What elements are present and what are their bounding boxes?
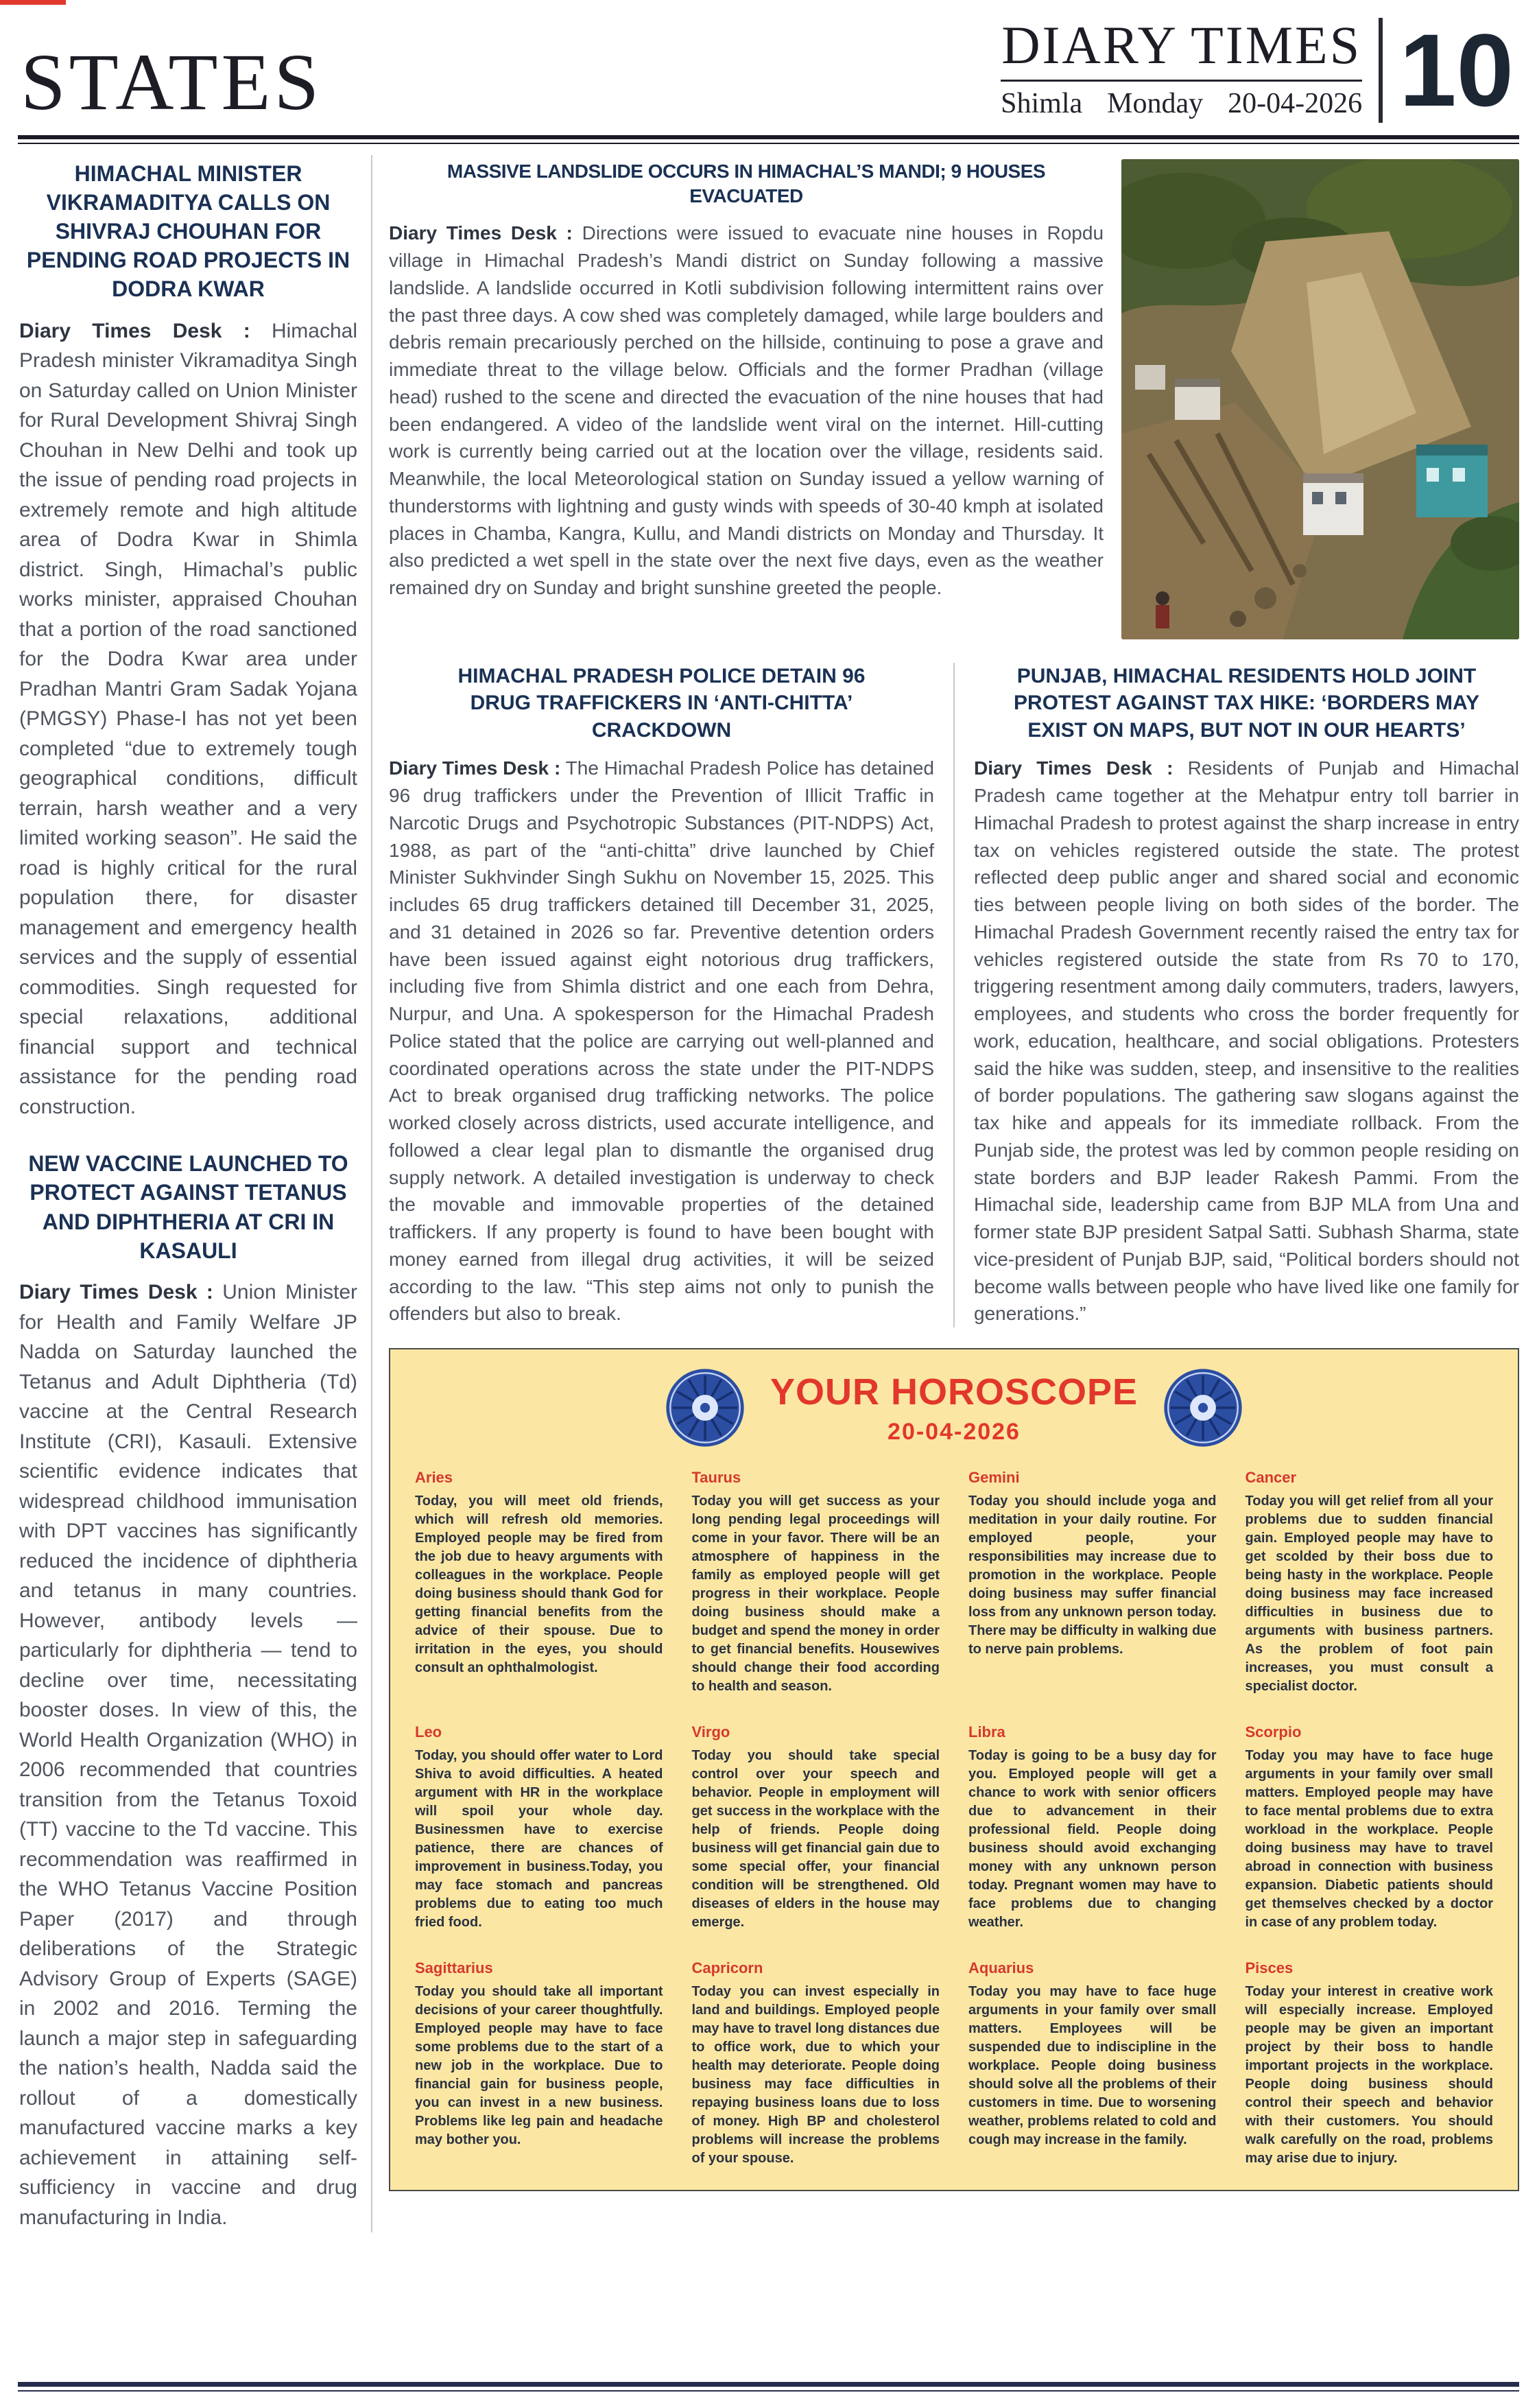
horoscope-grid <box>415 1469 1493 2168</box>
horoscope-titles <box>770 1371 1138 1445</box>
horoscope-text: Today you can invest especially in land and buildings. Employed people may have to travel long distances due to office work, due to which your health may deteriorate. People doing business may face difficulties in repaying business loans due to loss of money. High BP and cholesterol problems will increase the problems of your spouse. <box>691 1984 940 2167</box>
byline: Diary Times Desk : <box>19 1281 213 1304</box>
left-column <box>18 155 371 2233</box>
zodiac-sign-name: Libra <box>968 1723 1005 1741</box>
horoscope-entry <box>415 1959 663 2168</box>
article-paragraph <box>19 316 357 1122</box>
zodiac-wheel-icon <box>1163 1367 1243 1448</box>
zodiac-sign-name: Scorpio <box>1245 1723 1302 1741</box>
horoscope-text: Today you should include yoga and meditation in your daily routine. For employed people, your responsibilities may increase due to promotion in the workplace. People doing business may suffer financial loss from any unknown person today. There may be difficulty in walking due to nerve pain problems. <box>968 1494 1217 1657</box>
horoscope-text: Today, you should offer water to Lord Shiva to avoid difficulties. A heated argument with HR in the workplace will spoil your whole day. Businessmen have to exercise patience, there are chances of improvement in business.Today, you may face stomach and pancreas problems due to eating too much fried food. <box>415 1748 663 1931</box>
landslide-photo <box>1121 159 1519 639</box>
article-landslide <box>389 159 1519 639</box>
page-footer-rule <box>18 2382 1519 2392</box>
horoscope-text: Today you should take all important decisions of your career thoughtfully. Employed people may have to face some problems due to the start of a new job in the workplace. Due to financial gain for business people, you can invest in a new business. Problems like leg pain and headache may bother you. <box>415 1984 663 2148</box>
byline: Diary Times Desk : <box>389 222 573 244</box>
header-rule-thick <box>18 135 1519 139</box>
lower-articles <box>389 663 1519 1328</box>
section-title: STATES <box>21 36 323 127</box>
horoscope-entry <box>1246 1959 1494 2168</box>
dateline-day: Monday <box>1107 87 1204 119</box>
horoscope-text: Today you may have to face huge arguments in your family over small matters. Employed people may have to face mental problems due to extra workload in the workplace. People doing business may have to travel abroad in connection with business expansion. Diabetic patients should get themselves checked by a doctor in case of any problem today. <box>1245 1748 1493 1931</box>
article-body: The Himachal Pradesh Police has detained 96 drug traffickers under the Prevention of Illicit Traffic in Narcotic Drugs and Psychotropic Substances (PIT-NDPS) Act, 1988, as part of the “anti-chitta” drive launched by Chief Minister Sukhvinder Singh Sukhu on November 15, 2025. This includes 65 drug traffickers detained till December 31, 2025, and 31 detained in 2026 so far. Preventive detention orders have been issued against eight notorious drug traffickers, including five from Shimla district and one each from Dehra, Nurpur, and Una. A spokesperson for the Himachal Pradesh Police stated that the police are carrying out well-planned and coordinated operations across the state under the PIT-NDPS Act to break organised drug trafficking networks. The police worked closely across districts, used accurate intelligence, and followed a clear legal plan to dismantle the organised drug supply network. A detailed investigation is underway to check the movable and immovable properties of the detained traffickers. If any property is found to have been bought with money earned from illegal drug activities, it will be seized according to the law. “This step aims not only to punish the offenders but also to break. <box>389 757 935 1325</box>
article-body: Union Minister for Health and Family Welfare JP Nadda on Saturday launched the Tetanus and Adult Diphtheria (Td) vaccine at the Central Research Institute (CRI), Kasauli. Extensive scientific evidence indicates that widespread childhood immunisation with DPT vaccines has significantly reduced the incidence of diphtheria and tetanus in many countries. However, antibody levels — particularly for diphtheria — tend to decline over time, necessitating booster doses. In view of this, the World Health Organization (WHO) in 2006 recommended that countries transition from the Tetanus Toxoid (TT) vaccine to the Td vaccine. This recommendation was reaffirmed in the WHO Tetanus Vaccine Position Paper (2017) and through deliberations of the Strategic Advisory Group of Experts (SAGE) in 2002 and 2016. Terming the launch a major step in safeguarding the nation’s health, Nadda said the rollout of a domestically manufactured vaccine marks a key achievement in attaining self-sufficiency in vaccine and drug manufacturing in India. <box>19 1281 357 2229</box>
content-area <box>18 155 1519 2233</box>
horoscope-entry <box>968 1723 1217 1932</box>
article-paragraph <box>19 1277 357 2232</box>
article-paragraph <box>974 755 1519 1327</box>
article-headline: PUNJAB, HIMACHAL RESIDENTS HOLD JOINT PROTEST AGAINST TAX HIKE: ‘BORDERS MAY EXIST ON MAPS, BUT NOT IN OUR HEARTS’ <box>1014 664 1479 742</box>
masthead-dateline <box>1001 87 1362 123</box>
landslide-photo-illustration <box>1121 159 1519 639</box>
horoscope-title: YOUR HOROSCOPE <box>770 1371 1139 1413</box>
zodiac-sign-name: Virgo <box>691 1723 730 1741</box>
header-rule-thin <box>18 143 1519 144</box>
masthead <box>1001 12 1514 128</box>
masthead-title: DIARY TIMES <box>1001 15 1362 75</box>
article-body: Himachal Pradesh minister Vikramaditya Singh on Saturday called on Union Minister for Rural Development Shivraj Singh Chouhan in New Delhi and took up the issue of pending road projects in extremely remote and high altitude area of Dodra Kwar in Shimla district. Singh, Himachal’s public works minister, appraised Chouhan that a portion of the road sanctioned for the Dodra Kwar area under Pradhan Mantri Gram Sadak Yojana (PMGSY) Phase-I has not yet been completed “due to extremely tough geographical conditions, difficult terrain, harsh weather and a very limited working season”. He said the road is highly critical for the rural population there, for disaster management and emergency health services and the supply of essential commodities. Singh requested for special relaxations, additional financial support and technical assistance for the pending road construction. <box>19 319 357 1118</box>
horoscope-entry <box>1246 1469 1494 1696</box>
page-header <box>18 0 1519 135</box>
article-headline: HIMACHAL PRADESH POLICE DETAIN 96 DRUG TRAFFICKERS IN ‘ANTI-CHITTA’ CRACKDOWN <box>457 664 866 742</box>
article-headline: NEW VACCINE LAUNCHED TO PROTECT AGAINST TETANUS AND DIPHTHERIA AT CRI IN KASAULI <box>28 1151 348 1263</box>
dateline-place: Shimla <box>1001 87 1083 119</box>
article-paragraph <box>389 755 934 1327</box>
horoscope-header <box>415 1367 1493 1448</box>
zodiac-sign-name: Leo <box>415 1723 442 1741</box>
byline: Diary Times Desk : <box>19 319 250 342</box>
horoscope-text: Today your interest in creative work will especially increase. Employed people may be given an important project by their boss to handle important projects in the workplace. People doing business should control their speech and behavior with their customers. You should walk carefully on the road, problems may arise due to injury. <box>1245 1984 1493 2167</box>
zodiac-sign-name: Aquarius <box>968 1959 1034 1977</box>
horoscope-entry <box>692 1723 940 1932</box>
landslide-text-block <box>389 159 1104 639</box>
dateline-date: 20-04-2026 <box>1228 87 1363 119</box>
horoscope-box <box>389 1348 1519 2191</box>
masthead-text-block <box>1001 15 1363 123</box>
masthead-divider-bar <box>1379 18 1383 123</box>
zodiac-sign-name: Aries <box>415 1469 453 1487</box>
horoscope-text: Today you should take special control over your speech and behavior. People in employment will get success in the workplace with the help of friends. People doing business will get financial gain due to some special offer, your financial condition will be strengthened. Old diseases of elders in the house may emerge. <box>691 1748 940 1931</box>
article-paragraph <box>389 220 1104 602</box>
horoscope-entry <box>415 1723 663 1932</box>
article-body: Residents of Punjab and Himachal Pradesh came together at the Mehatpur entry toll barrier in Himachal Pradesh to protest against the sharp increase in entry tax on vehicles registered outside the state. The protest reflected deep public anger and shared social and economic ties between people living on both sides of the border. The Himachal Pradesh Government recently raised the entry tax for vehicles registered outside the state from Rs 70 to 170, triggering resentment among daily commuters, traders, lawyers, employees, and students who cross the border frequently for work, education, healthcare, and social obligations. Protesters said the hike was sudden, steep, and insensitive to the realities of border populations. The gathering saw slogans against the tax hike and appeals for its immediate rollback. From the Punjab side, the protest was led by common people residing on state borders and BJP leader Rakesh Pammi. From the Himachal side, leadership came from BJP MLA from Una and former state BJP president Satpal Satti. Subhash Sharma, state vice-president of Punjab BJP, said, “Political borders should not become walls between people who have lived like one family for generations.” <box>974 757 1520 1325</box>
zodiac-sign-name: Taurus <box>691 1469 741 1487</box>
article-drug-crackdown <box>389 663 953 1328</box>
horoscope-entry <box>415 1469 663 1696</box>
article-tax-protest <box>953 663 1519 1328</box>
zodiac-sign-name: Gemini <box>968 1469 1020 1487</box>
byline: Diary Times Desk : <box>389 757 561 779</box>
footer-rule-thin <box>18 2390 1519 2392</box>
zodiac-sign-name: Pisces <box>1245 1959 1294 1977</box>
horoscope-text: Today you will get success as your long pending legal proceedings will come in your favor. There will be an atmosphere of happiness in the family as employed people will get progress in their workplace. People doing business should make a budget and spend the money in order to get financial benefits. Housewives should change their food according to health and season. <box>691 1494 940 1695</box>
zodiac-sign-name: Cancer <box>1245 1469 1297 1487</box>
page-number: 10 <box>1399 12 1514 128</box>
article-headline: MASSIVE LANDSLIDE OCCURS IN HIMACHAL’S MANDI; 9 HOUSES EVACUATED <box>446 160 1046 206</box>
byline: Diary Times Desk : <box>974 757 1173 779</box>
masthead-rule <box>1001 80 1362 82</box>
article-body: Directions were issued to evacuate nine houses in Ropdu village in Himachal Pradesh’s Mandi district on Sunday following a massive landslide. A landslide occurred in Kotli subdivision following intermittent rains over the past three days. A cow shed was completely damaged, while large boulders and debris remain precariously perched on the hillside, continuing to pose a grave and immediate threat to the village below. Officials and the former Pradhan (village head) rushed to the scene and directed the evacuation of the nine houses that had been endangered. A video of the landslide went viral on the internet. Hill-cutting work is currently being carried out at the location over the village, residents said. Meanwhile, the local Meteorological station on Sunday issued a yellow warning of thunderstorms with lightning and gusty winds with speeds of 30-40 kmph at isolated places in Chamba, Kangra, Kullu, and Mandi districts on Monday and Thursday. It also predicted a wet spell in the state over the next five days, even as the weather remained dry on Sunday and bright sunshine greeted the people. <box>389 222 1104 599</box>
horoscope-entry <box>1246 1723 1494 1932</box>
page-edge-mark <box>0 0 66 5</box>
horoscope-entry <box>692 1469 940 1696</box>
horoscope-entry <box>968 1469 1217 1696</box>
article-road-projects <box>19 159 357 1122</box>
article-vaccine-launch <box>19 1149 357 2232</box>
horoscope-text: Today is going to be a busy day for you. Employed people will get a chance to work with senior officers due to advancement in their professional field. People doing business should avoid exchanging money with any unknown person today. Pregnant women may have to face problems due to changing weather. <box>968 1748 1217 1931</box>
zodiac-wheel-icon <box>665 1367 746 1448</box>
horoscope-date: 20-04-2026 <box>887 1418 1021 1445</box>
horoscope-text: Today you will get relief from all your problems due to sudden financial gain. Employed people may have to get scolded by their boss due to being hasty in the workplace. People doing business may face increased difficulties in business due to arguments with business partners. As the problem of foot pain increases, you must consult a specialist doctor. <box>1245 1494 1493 1695</box>
horoscope-text: Today, you will meet old friends, which will refresh old memories. Employed people may be fired from the job due to heavy arguments with colleagues in the workplace. People doing business should thank God for getting financial benefits from the advice of their spouse. Due to irritation in the eyes, you should consult an ophthalmologist. <box>415 1494 663 1676</box>
horoscope-entry <box>968 1959 1217 2168</box>
zodiac-sign-name: Sagittarius <box>415 1959 493 1977</box>
footer-rule-thick <box>18 2382 1519 2387</box>
main-column <box>372 155 1519 2233</box>
zodiac-sign-name: Capricorn <box>691 1959 763 1977</box>
horoscope-entry <box>692 1959 940 2168</box>
article-headline: HIMACHAL MINISTER VIKRAMADITYA CALLS ON SHIVRAJ CHOUHAN FOR PENDING ROAD PROJECTS IN DODRA KWAR <box>26 161 350 302</box>
horoscope-text: Today you may have to face huge arguments in your family over small matters. Employees will be suspended due to indiscipline in the workplace. People doing business should solve all the problems of their customers in time. Due to worsening weather, problems related to cold and cough may increase in the family. <box>968 1984 1217 2148</box>
